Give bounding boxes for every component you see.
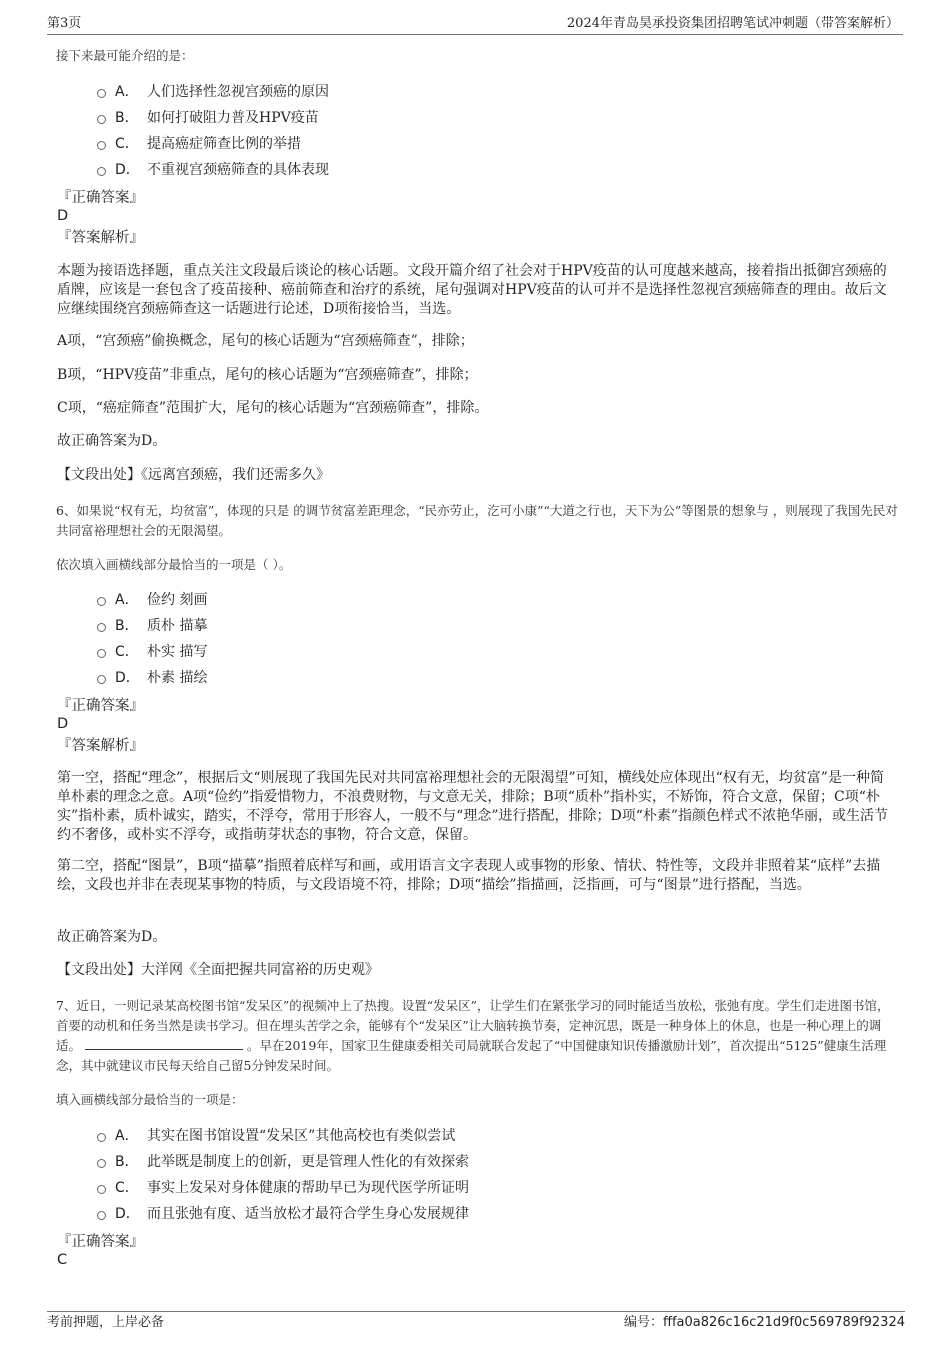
document-title: 2024年青岛昊承投资集团招聘笔试冲刺题（带答案解析） xyxy=(566,16,899,31)
option-text: 如何打破阻力普及HPV疫苗 xyxy=(147,110,319,126)
q6-option-c[interactable] xyxy=(97,642,207,662)
footer-code xyxy=(624,1312,905,1334)
q7-stem-after: 。早在2019年，国家卫生健康委相关司局就联合发起了“中国健康知识传播激励计划”，首次提出“5125”健康生活理念，其中就建议市民每天给自己留5分钟发呆时间。 xyxy=(56,1038,887,1073)
q7-answer-label: 『正确答案』 xyxy=(57,1234,144,1250)
radio-icon[interactable] xyxy=(97,1133,106,1142)
q5-option-c[interactable] xyxy=(97,134,301,154)
q7-stem-before: 7、近日，一则记录某高校图书馆“发呆区”的视频冲上了热搜。设置“发呆区”，让学生们在紧张学习的同时能适当放松，张弛有度。学生们走进图书馆，首要的动机和任务当然是读书学习。但在埋头苦学之余，能够有个“发呆区”让大脑转换节奏，定神沉思，既是一种身体上的休息，也是一种心理上的调适。 xyxy=(56,998,890,1053)
q7-option-a[interactable] xyxy=(97,1126,455,1146)
radio-icon[interactable] xyxy=(97,1185,106,1194)
option-text: 人们选择性忽视宫颈癌的原因 xyxy=(147,84,329,100)
option-text: 此举既是制度上的创新，更是管理人性化的有效探索 xyxy=(147,1154,469,1170)
q6-stem: 6、如果说“权有无，均贫富”，体现的只是 的调节贫富差距理念，“民亦劳止，汔可小康”“大道之行也，天下为公”等图景的想象与 ，则展现了我国先民对共同富裕理想社会的无限渴望。 xyxy=(56,503,898,538)
q5-option-a[interactable] xyxy=(97,82,329,102)
option-letter: B． xyxy=(115,110,139,126)
radio-icon[interactable] xyxy=(97,167,106,176)
q5-analysis-b: B项，“HPV疫苗”非重点，尾句的核心话题为“宫颈癌筛查”，排除； xyxy=(57,367,478,383)
q5-option-d[interactable] xyxy=(97,160,329,180)
q6-analysis-blank2: 第二空，搭配“图景”，B项“描摹”指照着底样写和画，或用语言文字表现人或事物的形象、情状、特性等，文段并非照着某“底样”去描绘，文段也并非在表现某事物的特质，与文段语境不符，排除；D项“描绘”指描画，泛指画，可与“图景”进行搭配，当选。 xyxy=(57,858,881,893)
option-text: 而且张弛有度、适当放松才最符合学生身心发展规律 xyxy=(147,1206,469,1222)
option-letter: A． xyxy=(115,84,139,100)
q6-option-d[interactable] xyxy=(97,668,207,688)
q5-analysis-c: C项，“癌症筛查”范围扩大，尾句的核心话题为“宫颈癌筛查”，排除。 xyxy=(57,400,489,416)
option-text: 不重视宫颈癌筛查的具体表现 xyxy=(147,162,329,178)
option-text: 事实上发呆对身体健康的帮助早已为现代医学所证明 xyxy=(147,1180,469,1196)
radio-icon[interactable] xyxy=(97,1159,106,1168)
q7-option-b[interactable] xyxy=(97,1152,469,1172)
option-letter: B． xyxy=(115,618,139,634)
page-header xyxy=(47,14,903,35)
option-text: 质朴 描摹 xyxy=(147,618,208,634)
q5-option-b[interactable] xyxy=(97,108,319,128)
fill-blank xyxy=(85,1037,243,1050)
q5-analysis-label: 『答案解析』 xyxy=(57,230,144,246)
q6-analysis-blank1: 第一空，搭配“理念”，根据后文“则展现了我国先民对共同富裕理想社会的无限渴望”可知，横线处应体现出“权有无，均贫富”是一种简单朴素的理念之意。A项“俭约”指爱惜物力，不浪费财物，与文意无关，排除；B项“质朴”指朴实，不矫饰，符合文意，保留；C项“朴实”指朴素，质朴诚实，踏实，不浮夸，常用于形容人，一般不与“理念”进行搭配，排除；D项“朴素”指颜色样式不浓艳华丽，或生活节约不奢侈，或朴实不浮夸，或指萌芽状态的事物，符合文意，保留。 xyxy=(57,770,889,843)
radio-icon[interactable] xyxy=(97,623,106,632)
radio-icon[interactable] xyxy=(97,115,106,124)
option-letter: D． xyxy=(115,162,140,178)
q6-analysis-label: 『答案解析』 xyxy=(57,738,144,754)
q5-analysis-a: A项，“宫颈癌”偷换概念，尾句的核心话题为“宫颈癌筛查”，排除； xyxy=(57,333,474,349)
q5-prompt: 接下来最可能介绍的是： xyxy=(56,48,194,63)
footer-code-label: 编号： xyxy=(623,1315,663,1330)
option-letter: A． xyxy=(115,1128,139,1144)
radio-icon[interactable] xyxy=(97,141,106,150)
q5-answer: D xyxy=(57,208,69,224)
footer-slogan: 考前押题，上岸必备 xyxy=(47,1315,165,1330)
q6-option-b[interactable] xyxy=(97,616,207,636)
option-letter: B． xyxy=(115,1154,139,1170)
page-number: 第3页 xyxy=(47,16,82,31)
option-text: 朴素 描绘 xyxy=(147,670,208,686)
option-letter: C． xyxy=(115,644,139,660)
option-letter: D． xyxy=(115,1206,140,1222)
option-text: 提高癌症筛查比例的举措 xyxy=(147,136,301,152)
footer-code-value: fffa0a826c16c21d9f0c569789f92324 xyxy=(662,1315,905,1330)
q5-source: 【文段出处】《远离宫颈癌，我们还需多久》 xyxy=(57,467,330,483)
q5-answer-label: 『正确答案』 xyxy=(57,190,144,206)
option-text: 俭约 刻画 xyxy=(147,592,208,608)
q7-stem xyxy=(56,996,902,1076)
option-letter: D． xyxy=(115,670,140,686)
q6-source: 【文段出处】大洋网《全面把握共同富裕的历史观》 xyxy=(57,962,379,978)
q7-option-c[interactable] xyxy=(97,1178,469,1198)
option-letter: C． xyxy=(115,136,139,152)
q7-answer: C xyxy=(57,1252,68,1268)
option-text: 朴实 描写 xyxy=(147,644,208,660)
radio-icon[interactable] xyxy=(97,1211,106,1220)
q6-answer-label: 『正确答案』 xyxy=(57,698,144,714)
radio-icon[interactable] xyxy=(97,89,106,98)
radio-icon[interactable] xyxy=(97,675,106,684)
q7-option-d[interactable] xyxy=(97,1204,469,1224)
q6-prompt: 依次填入画横线部分最恰当的一项是（ ）。 xyxy=(56,557,292,572)
option-letter: C． xyxy=(115,1180,139,1196)
q5-analysis-main: 本题为接语选择题，重点关注文段最后谈论的核心话题。文段开篇介绍了社会对于HPV疫苗的认可度越来越高，接着指出抵御宫颈癌的盾牌，应该是一套包含了疫苗接种、癌前筛查和治疗的系统，尾句强调对HPV疫苗的认可并不是选择性忽视宫颈癌筛查的理由。故后文应继续围绕宫颈癌筛查这一话题进行论述，D项衔接恰当，当选。 xyxy=(57,263,887,317)
q6-conclusion: 故正确答案为D。 xyxy=(57,929,167,945)
q7-prompt: 填入画横线部分最恰当的一项是： xyxy=(56,1092,244,1107)
q6-answer: D xyxy=(57,716,69,732)
q6-option-a[interactable] xyxy=(97,590,207,610)
radio-icon[interactable] xyxy=(97,597,106,606)
option-text: 其实在图书馆设置“发呆区”其他高校也有类似尝试 xyxy=(147,1128,456,1144)
q5-conclusion: 故正确答案为D。 xyxy=(57,433,167,449)
radio-icon[interactable] xyxy=(97,649,106,658)
page-footer xyxy=(47,1311,905,1332)
option-letter: A． xyxy=(115,592,139,608)
